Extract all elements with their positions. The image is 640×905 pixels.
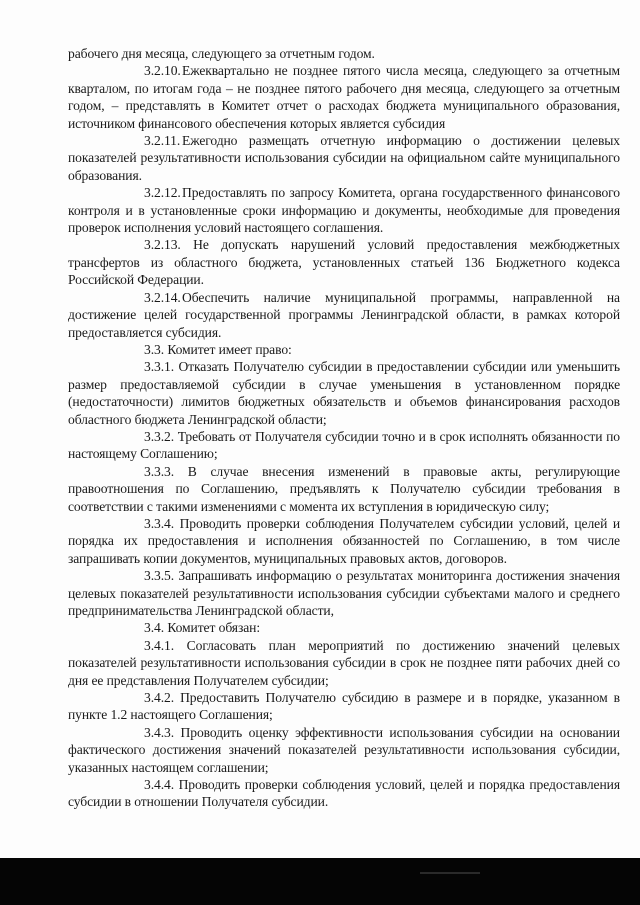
clause-number: 3.2.13. [144, 237, 181, 253]
clause-number: 3.4.1. [144, 637, 174, 653]
document-paragraph [68, 463, 620, 515]
clause-text: Отказать Получателю субсидии в предоставлении субсидии или уменьшить размер предоставляемой субсидии в случае уменьшения в установленном порядке (недостаточности) лимитов бюджетных обязательств и объемов финансирования расходов областного бюджета Ленинградской области; [68, 359, 620, 427]
clause-number: 3.4.3. [144, 724, 174, 740]
clause-text: Согласовать план мероприятий по достижению значений целевых показателей результативности использования субсидии в срок не позднее пяти рабочих дней со дня ее представления Получателем субсидии; [68, 637, 620, 688]
document-paragraph [68, 236, 620, 288]
document-paragraph [68, 45, 620, 62]
clause-text: Не допускать нарушений условий предоставления межбюджетных трансфертов из областного бюджета, установленных статьей 136 Бюджетного кодекса Российской Федерации. [68, 237, 620, 288]
document-paragraph [68, 637, 620, 689]
clause-number: 3.4. [144, 620, 164, 636]
clause-text: рабочего дня месяца, следующего за отчетным годом. [68, 46, 375, 61]
document-paragraph [68, 515, 620, 567]
document-paragraph [68, 62, 620, 132]
document-paragraph [68, 341, 620, 358]
clause-number: 3.3.2. [144, 428, 174, 444]
document-paragraph [68, 428, 620, 463]
scan-bottom-border [0, 858, 640, 905]
clause-text: Проводить проверки соблюдения Получателем субсидии условий, целей и порядка их предоставления и исполнения обязанностей по Соглашению, в том числе запрашивать копии документов, муниципальных правовых актов, договоров. [68, 515, 620, 566]
clause-text: Комитет обязан: [167, 620, 261, 636]
clause-number: 3.3.3. [144, 463, 174, 479]
document-paragraph [68, 689, 620, 724]
clause-text: Требовать от Получателя субсидии точно и в срок исполнять обязанности по настоящему Соглашению; [68, 428, 620, 462]
clause-number: 3.2.12. [144, 185, 181, 201]
document-paragraph [68, 776, 620, 811]
document-paragraph [68, 358, 620, 428]
clause-text: Ежеквартально не позднее пятого числа месяца, следующего за отчетным кварталом, по итогам года – не позднее пятого рабочего дня месяца, следующего за отчетным годом, – представлять в Комитет отчет о расходах бюджета муниципального образования, источником финансового обеспечения которых является субсидия [68, 63, 620, 131]
clause-text: Проводить проверки соблюдения условий, целей и порядка предоставления субсидии в отношении Получателя субсидии. [68, 777, 620, 810]
clause-number: 3.4.4. [144, 777, 174, 793]
clause-number: 3.3. [144, 341, 164, 357]
clause-number: 3.3.1. [144, 359, 174, 375]
clause-text: Предоставлять по запросу Комитета, органа государственного финансового контроля и в установленные сроки информацию и документы, необходимые для проведения проверок исполнения условий настоящего соглашения. [68, 185, 620, 236]
clause-number: 3.3.5. [144, 568, 174, 584]
clause-text: В случае внесения изменений в правовые акты, регулирующие правоотношения по Соглашению, предъявлять к Получателю субсидии требования в соответствии с такими изменениями с момента их вступления в юридическую силу; [68, 463, 620, 514]
clause-text: Обеспечить наличие муниципальной программы, направленной на достижение целей государственной программы Ленинградской области, в рамках которой предоставляется субсидия. [68, 289, 620, 340]
clause-text: Проводить оценку эффективности использования субсидии на основании фактического достижения значений показателей результативности использования субсидии, указанных настоящем соглашении; [68, 724, 620, 775]
clause-number: 3.2.11. [144, 133, 181, 149]
document-paragraph [68, 619, 620, 636]
clause-number: 3.4.2. [144, 690, 174, 706]
clause-number: 3.3.4. [144, 515, 174, 531]
clause-text: Ежегодно размещать отчетную информацию о достижении целевых показателей результативности использования субсидии на официальном сайте муниципального образования. [68, 133, 620, 183]
document-paragraph [68, 724, 620, 776]
clause-text: Запрашивать информацию о результатах мониторинга достижения значения целевых показателей результативности использования субсидии субъектами малого и среднего предпринимательства Ленинградской области, [68, 568, 620, 618]
clause-text: Предоставить Получателю субсидию в размере и в порядке, указанном в пункте 1.2 настоящего Соглашения; [68, 690, 620, 723]
clause-number: 3.2.10. [144, 63, 181, 79]
clause-number: 3.2.14. [144, 289, 181, 305]
clause-text: Комитет имеет право: [167, 341, 292, 357]
document-paragraph [68, 567, 620, 619]
document-paragraph [68, 132, 620, 184]
scan-artifact [420, 872, 480, 874]
document-paragraph [68, 289, 620, 341]
document-body [68, 45, 620, 811]
document-paragraph [68, 184, 620, 236]
